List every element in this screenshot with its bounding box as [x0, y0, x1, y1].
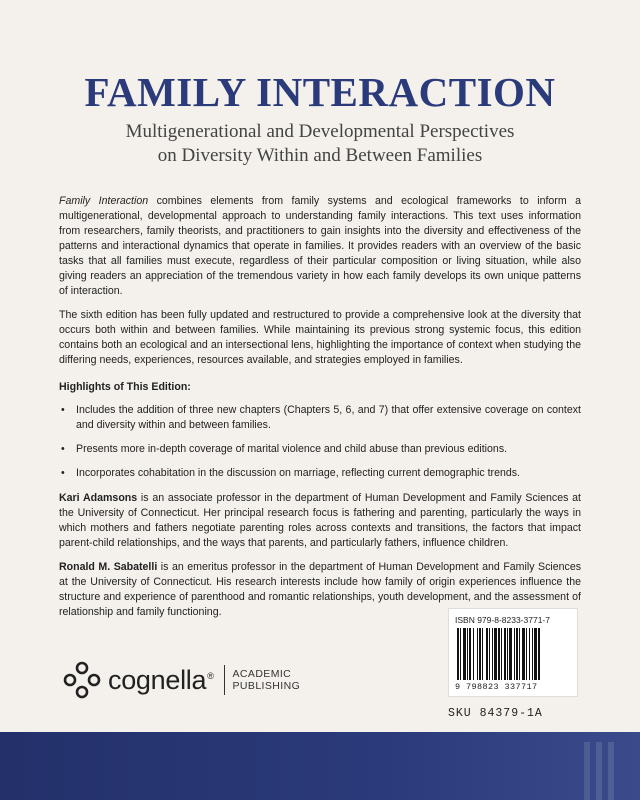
book-subtitle — [0, 120, 640, 168]
barcode-bar — [516, 628, 518, 680]
barcode-bar — [538, 628, 540, 680]
subtitle-line-1: Multigenerational and Developmental Perspectives — [125, 121, 515, 142]
subtitle-line-2: on Diversity Within and Between Families — [157, 145, 483, 166]
barcode-graphic — [455, 628, 571, 680]
highlight-text: Presents more in-depth coverage of marital violence and child abuse than previous editions. — [76, 443, 508, 455]
highlight-item — [59, 403, 581, 433]
highlight-text: Includes the addition of three new chapters (Chapters 5, 6, and 7) that offer extensive coverage on context and diversity within and between families. — [76, 404, 581, 431]
barcode-digits: 9 798823 337717 — [455, 682, 538, 692]
isbn-number: ISBN 979-8-8233-3771-7 — [455, 615, 550, 625]
barcode-box — [448, 608, 578, 697]
barcode-bar — [504, 628, 506, 680]
cognella-logo-icon — [62, 660, 102, 700]
barcode-bar — [457, 628, 459, 680]
bullet-icon: • — [61, 404, 65, 416]
author-name: Kari Adamsons — [59, 492, 138, 504]
author-bio-text: is an associate professor in the department of Human Development and Family Sciences at the University of Connecticut. Her principal research focus is fathering and parenting, particularly the ways in which mothers and fathers negotiate parenting roles across contexts and transitions, the factors that impact parent-child relationships, and the ways that parents, and particularly fathers, influence children. — [59, 492, 581, 549]
barcode-bar — [522, 628, 525, 680]
bullet-icon: • — [61, 467, 65, 479]
barcode-bar — [473, 628, 474, 680]
author-bio-adamsons — [59, 491, 581, 551]
intro-book-title: Family Interaction — [59, 195, 149, 207]
back-cover-body — [59, 194, 581, 629]
highlight-text: Incorporates cohabitation in the discussion on marriage, reflecting current demographic trends. — [76, 467, 521, 479]
barcode-bar — [494, 628, 497, 680]
intro-paragraph — [59, 194, 581, 299]
highlights-heading: Highlights of This Edition: — [59, 381, 191, 393]
barcode-bar — [519, 628, 520, 680]
footer-stripe — [584, 742, 590, 800]
barcode-bar — [507, 628, 508, 680]
barcode-bar — [498, 628, 500, 680]
barcode-bar — [486, 628, 488, 680]
author-bio-text: is an emeritus professor in the department of Human Development and Family Sciences at the University of Connecticut. His research interests include how family of origin experiences influence the structure and experience of parenthood and romantic relationships, youth development, and the assessment of relationship and family functioning. — [59, 561, 582, 618]
barcode-bar — [463, 628, 466, 680]
publisher-tagline: ACADEMIC PUBLISHING — [232, 668, 301, 692]
footer-band — [0, 732, 640, 800]
sku-code: SKU 84379-1A — [448, 707, 543, 720]
footer-stripe — [608, 742, 614, 800]
highlights-list — [59, 403, 581, 481]
intro-text: combines elements from family systems and ecological frameworks to inform a multigenerational, developmental approach to understanding family interactions. This text uses information from researchers, family theorists, and practitioners to gain insights into the diversity and effectiveness of the patterns and interactional dynamics that operate in families. It provides readers with an overview of the basic tasks that all families must execute, regardless of their particular composition or living situation, while also giving readers an appreciation of the tremendous variety in how each family develops its own unique patterns of interaction. — [59, 195, 582, 297]
logo-divider — [224, 665, 225, 695]
edition-paragraph: The sixth edition has been fully updated and restructured to provide a comprehensive look at the diversity that occurs both within and between families. While maintaining its previous strong systemic focus, this edition contains both an ecological and an intersectional lens, highlighting the importance of context when studying the differing needs, experiences, resources available, and strategies employed in families. — [59, 309, 581, 366]
barcode-bar — [501, 628, 502, 680]
barcode-bar — [489, 628, 490, 680]
barcode-bar — [509, 628, 512, 680]
barcode-bar — [492, 628, 493, 680]
barcode-bar — [532, 628, 533, 680]
highlight-item — [59, 466, 581, 481]
book-title: FAMILY INTERACTION — [84, 69, 556, 115]
barcode-bar — [514, 628, 515, 680]
bullet-icon: • — [61, 443, 65, 455]
author-name: Ronald M. Sabatelli — [59, 561, 158, 573]
publisher-wordmark: cognella® — [108, 664, 214, 695]
barcode-bar — [534, 628, 537, 680]
barcode-bar — [479, 628, 481, 680]
barcode-bar — [526, 628, 527, 680]
publisher-logo — [62, 660, 300, 700]
barcode-bar — [467, 628, 468, 680]
barcode-bar — [460, 628, 461, 680]
highlight-item — [59, 442, 581, 457]
barcode-area — [448, 608, 578, 720]
barcode-bar — [477, 628, 478, 680]
barcode-bar — [482, 628, 483, 680]
barcode-bar — [469, 628, 471, 680]
footer-stripe — [596, 742, 602, 800]
barcode-bar — [529, 628, 530, 680]
